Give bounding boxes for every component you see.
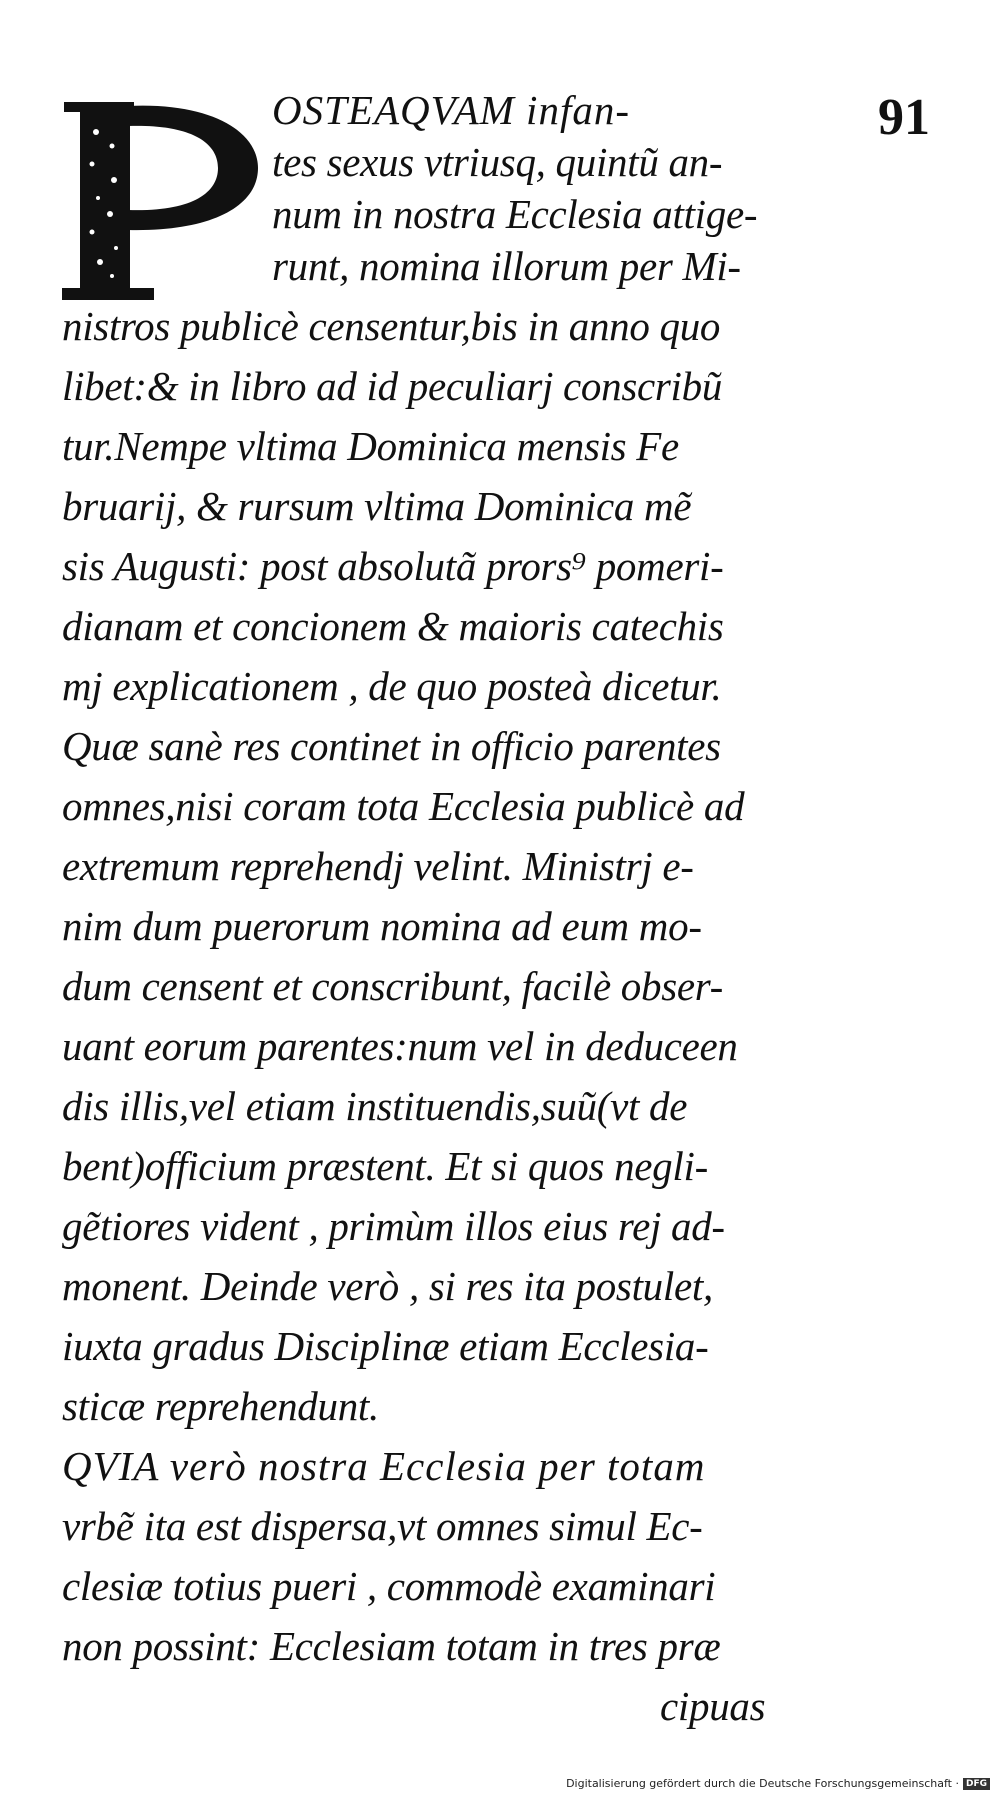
text-line: sticæ reprehendunt.	[62, 1383, 379, 1429]
text-line: clesiæ totius pueri , commodè examinari	[62, 1563, 716, 1609]
catchword: cipuas	[660, 1683, 766, 1729]
text-line: libet:& in libro ad id peculiarj conscribũ	[62, 363, 723, 409]
text-line: Quæ sanè res continet in officio parentes	[62, 723, 721, 769]
text-line: nim dum puerorum nomina ad eum mo-	[62, 903, 702, 949]
text-line: mj explicationem , de quo posteà dicetur.	[62, 663, 722, 709]
drop-cap-initial	[62, 102, 262, 306]
text-line: non possint: Ecclesiam totam in tres præ	[62, 1623, 721, 1669]
drop-cap-p-icon	[62, 102, 262, 306]
footer-text: Digitalisierung gefördert durch die Deutsche Forschungsgemeinschaft ·	[566, 1777, 959, 1790]
text-line: omnes,nisi coram tota Ecclesia publicè ad	[62, 783, 745, 829]
text-line: dum censent et conscribunt, facilè obser-	[62, 963, 723, 1009]
text-line: tur.Nempe vltima Dominica mensis Fe	[62, 423, 679, 469]
text-line: sis Augusti: post absolutã prors⁹ pomeri-	[62, 543, 724, 589]
text-line: extremum reprehendj velint. Ministrj e-	[62, 843, 694, 889]
footer-credit	[566, 1777, 990, 1790]
text-line: tes sexus vtriusq, quintũ an-	[272, 139, 723, 185]
text-line: runt, nomina illorum per Mi-	[272, 243, 741, 289]
text-line: OSTEAQVAM infan-	[272, 87, 630, 133]
page-number: 91	[878, 89, 930, 146]
text-line: monent. Deinde verò , si res ita postulet,	[62, 1263, 713, 1309]
text-line: bruarij, & rursum vltima Dominica mẽ	[62, 483, 692, 529]
text-line: num in nostra Ecclesia attige-	[272, 191, 758, 237]
text-line: dis illis,vel etiam instituendis,suũ(vt de	[62, 1083, 688, 1129]
text-line: dianam et concionem & maioris catechis	[62, 603, 724, 649]
text-line: nistros publicè censentur,bis in anno quo	[62, 303, 721, 349]
text-line: gẽtiores vident , primùm illos eius rej ad-	[62, 1203, 725, 1249]
text-line: uant eorum parentes:num vel in deduceen	[62, 1023, 738, 1069]
text-line: QVIA verò nostra Ecclesia per totam	[62, 1443, 706, 1489]
text-line: vrbẽ ita est dispersa,vt omnes simul Ec-	[62, 1503, 703, 1549]
text-line: iuxta gradus Disciplinæ etiam Ecclesia-	[62, 1323, 709, 1369]
dfg-logo: DFG	[963, 1778, 990, 1790]
text-line: bent)officium præstent. Et si quos negli-	[62, 1143, 708, 1189]
